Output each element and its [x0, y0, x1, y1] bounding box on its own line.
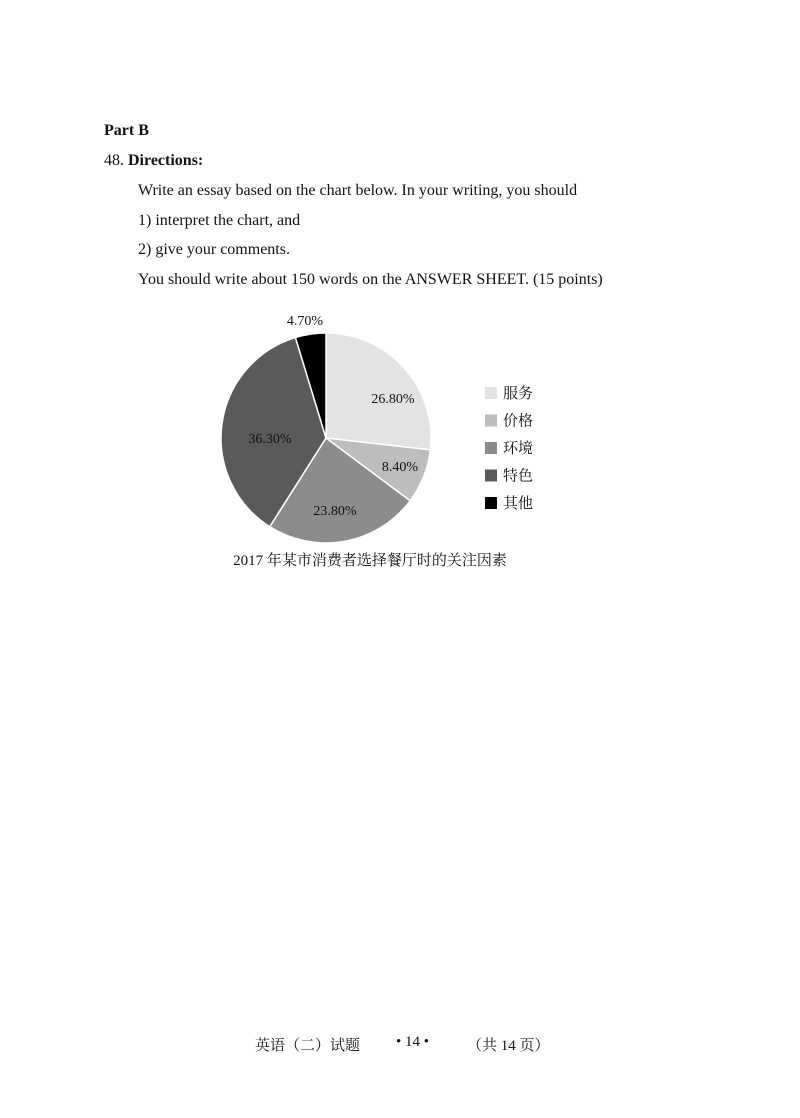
legend-swatch-4 [485, 470, 497, 482]
slice-value-label-5: 4.70% [286, 314, 324, 329]
directions-line-4: You should write about 150 words on the ANSWER SHEET. (15 points) [138, 271, 603, 288]
legend-swatch-2 [485, 415, 497, 427]
slice-value-label-3: 23.80% [313, 504, 357, 519]
directions-line-2: 1) interpret the chart, and [138, 212, 301, 229]
question-header [104, 152, 203, 170]
chart-title: 2017 年某市消费者选择餐厅时的关注因素 [233, 553, 507, 569]
legend-label-3: 环境 [503, 441, 534, 457]
pie-chart [200, 305, 560, 585]
directions-line-3: 2) give your comments. [138, 241, 290, 258]
chart-legend [485, 385, 533, 512]
legend-swatch-5 [485, 497, 497, 509]
legend-swatch-3 [485, 442, 497, 454]
slice-value-label-2: 8.40% [381, 460, 419, 475]
legend-label-2: 价格 [503, 413, 534, 430]
part-title: Part B [104, 122, 149, 139]
directions-line-1: Write an essay based on the chart below. In your writing, you should [138, 182, 578, 199]
legend-label-5: 其他 [503, 496, 534, 512]
footer-total-pages: （共 14 页） [467, 1038, 550, 1054]
directions-heading: Directions: [128, 152, 204, 169]
slice-value-label-4: 36.30% [248, 432, 292, 447]
legend-swatch-1 [485, 387, 497, 399]
slice-value-label-1: 26.80% [371, 392, 415, 407]
legend-label-4: 特色 [503, 468, 534, 485]
question-number: 48. [104, 152, 124, 169]
legend-label-1: 服务 [503, 386, 534, 402]
footer-subject: 英语（二）试题 [255, 1038, 361, 1054]
footer-page-number: • 14 • [396, 1034, 430, 1050]
